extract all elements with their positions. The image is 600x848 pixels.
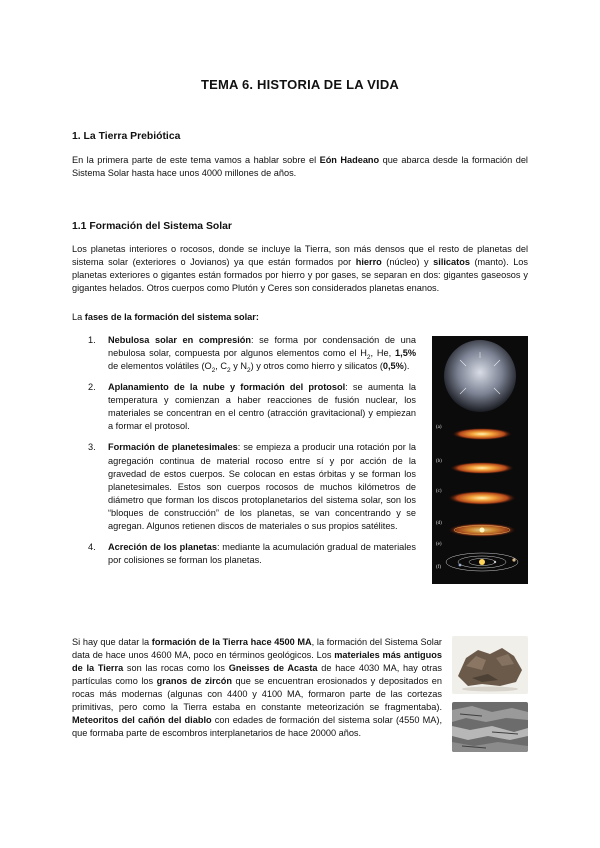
paragraph-hadean: En la primera parte de este tema vamos a hablar sobre el Eón Hadeano que abarca desde la formación del Sistema Solar hasta hace unos 4000 millones de años. [72,155,528,179]
paragraph-earth-formation: Si hay que datar la formación de la Tierra hace 4500 MA, la formación del Sistema Solar data de hace unos 4600 MA, poco en términos geológicos. Los materiales más antiguos de la Tierra son las rocas como los Gneisses de Acasta de hace 4030 MA, hay otras partículas como los granos de zircón que se encuentran erosionados y depositados en rocas más modernas (algunas con 4400 y 4100 MA, formaron parte de las cortezas primitivas, pero como la Tierra estaba en constante meteorización se fragmentaba). Meteoritos del cañón del diablo con edades de formación del sistema solar (4550 MA), que formaba parte de escombros interplanetarios de hace 20000 años. [72,637,443,739]
solar-system-formation-figure [432,336,528,584]
stage-label: (a) [436,425,442,430]
term-hadean: Eón Hadeano [319,155,380,165]
paragraph-planets: Los planetas interiores o rocosos, donde se incluye la Tierra, son más densos que el resto de planetas del sistema solar (exteriores o Jovianos) ya que están formados por hierro (núcleo) y silicatos (manto). Los planetas exteriores o gigantes están formados por hierro y por gases, se separan en dos: gigantes gaseosos y gigantes helados. Otros cuerpos como Plutón y Ceres son considerados planetas enanos. [72,244,529,294]
phases-intro: La fases de la formación del sistema solar: [72,312,259,322]
acasta-gneiss-photo [452,702,528,752]
phases-list [88,334,417,575]
planetary-orbits [446,553,518,571]
disk-stage-a [452,428,512,440]
list-item: 3. Formación de planetesimales: se empieza a producir una rotación por la agregación continua de material rocoso entre sí y por acción de la gravedad de estos cuerpos. Se colocan en estas órbitas y se forman los planetesimales. Estos son cuerpos rocosos de muchos kilómetros de diámetro que forman los discos protoplanetarios del sistema solar, son los “bloques de construcción” de los planetas, se van concentrando y se agregan. Algunos retienen discos de materiales o sus propios satélites. [88,442,417,531]
stage-label: (d) [436,521,442,526]
stage-label: (e) [436,542,442,547]
stage-label: (b) [436,459,442,464]
list-item: 2. Aplanamiento de la nube y formación del protosol: se aumenta la temperatura y comienzan a haber reacciones de fusión nuclear, los materiales se concentran en el centro (atracción gravitacional) y empiezan a formar el protosol. [88,382,416,432]
disk-stage-c [448,491,516,505]
list-item: 4. Acreción de los planetas: mediante la acumulación gradual de materiales por colisiones se forman los planetas. [88,541,416,565]
stage-label: (f) [436,565,441,570]
disk-stage-b [450,462,514,474]
section-heading-solar-system: 1.1 Formación del Sistema Solar [72,221,232,232]
nebula-cloud [444,340,516,412]
stage-label: (c) [436,489,442,494]
document-title: TEMA 6. HISTORIA DE LA VIDA [200,77,399,92]
list-item: 1. Nebulosa solar en compresión: se forma por condensación de una nebulosa solar, compuesta por algunos elementos como el $H_2$, He, 1,5% de elementos volátiles ($O_2$, $C_2$ y $N_2$) y otros como hierro y silicatos (0,5%). [88,335,416,374]
meteorite-photo [452,636,528,694]
formation-stages-illustration [432,336,528,584]
section-heading-prebiotic: 1. La Tierra Prebiótica [72,131,181,142]
